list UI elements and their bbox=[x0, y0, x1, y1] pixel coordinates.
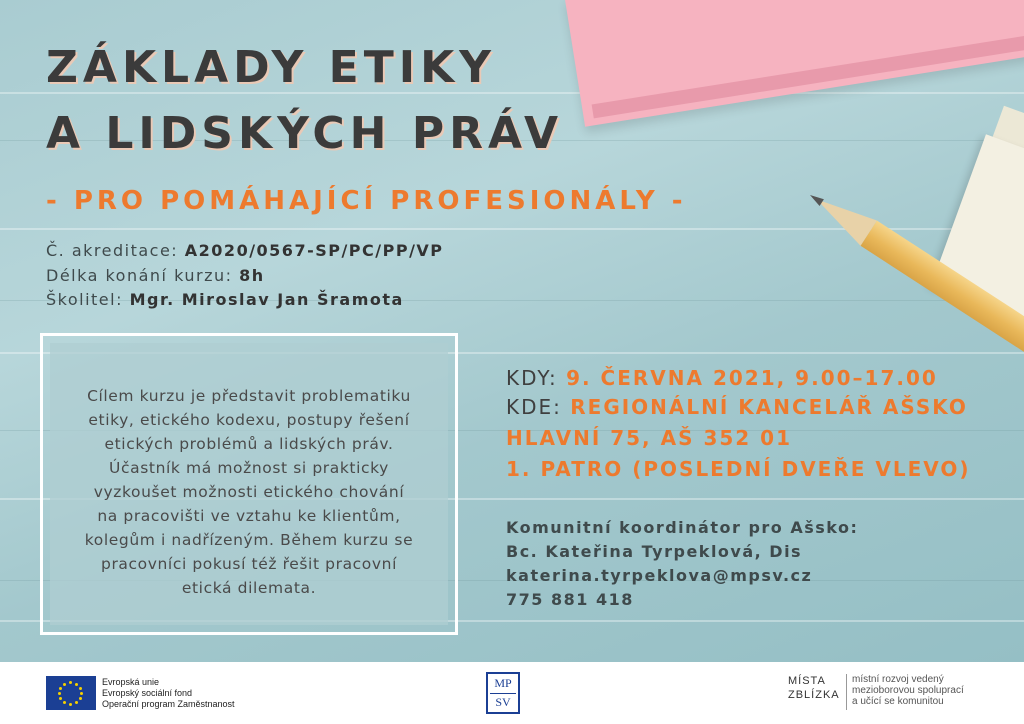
eu-star bbox=[75, 683, 78, 686]
mista-zblizka-tagline bbox=[852, 674, 964, 707]
meta-value: Mgr. Miroslav Jan Šramota bbox=[129, 290, 404, 309]
eu-text-line: Evropský sociální fond bbox=[102, 688, 193, 698]
mz-tagline-line: místní rozvoj vedený bbox=[852, 674, 944, 685]
mpsv-logo-bottom: SV bbox=[495, 695, 511, 709]
description-line: pracovníci pokusí též řešit pracovní bbox=[101, 555, 397, 573]
mpsv-logo bbox=[486, 672, 520, 714]
mpsv-logo-top: MP bbox=[494, 676, 512, 690]
where-line-1: REGIONÁLNÍ KANCELÁŘ AŠSKO bbox=[570, 395, 968, 419]
course-description bbox=[58, 384, 440, 600]
where-row bbox=[506, 395, 968, 419]
contact-role: Komunitní koordinátor pro Ašsko: bbox=[506, 518, 859, 537]
logo-separator bbox=[846, 674, 847, 710]
where-line-3: 1. PATRO (POSLEDNÍ DVEŘE VLEVO) bbox=[506, 457, 971, 481]
contact-name: Bc. Kateřina Tyrpeklová, Dis bbox=[506, 542, 803, 561]
meta-duration bbox=[46, 266, 265, 285]
description-line: kolegům i nadřízeným. Během kurzu se bbox=[84, 531, 414, 549]
eu-star bbox=[63, 701, 66, 704]
description-line: etiky, etického kodexu, postupy řešení bbox=[88, 411, 410, 429]
eu-star bbox=[59, 687, 62, 690]
mz-logo-line: ZBLÍZKA bbox=[788, 689, 840, 701]
eu-star bbox=[69, 681, 72, 684]
description-line: Cílem kurzu je představit problematiku bbox=[87, 387, 411, 405]
mpsv-divider bbox=[490, 693, 516, 694]
mz-logo-line: MÍSTA bbox=[788, 675, 826, 687]
eu-star bbox=[59, 697, 62, 700]
contact-email[interactable]: katerina.tyrpeklova@mpsv.cz bbox=[506, 566, 813, 585]
meta-value: 8h bbox=[239, 266, 265, 285]
meta-trainer bbox=[46, 290, 404, 309]
meta-accreditation bbox=[46, 241, 444, 260]
contact-phone[interactable]: 775 881 418 bbox=[506, 590, 634, 609]
eu-star bbox=[75, 701, 78, 704]
eu-star bbox=[69, 703, 72, 706]
when-row bbox=[506, 366, 938, 390]
mz-tagline-line: mezioborovou spoluprací bbox=[852, 685, 964, 696]
mz-tagline-line: a učící se komunitou bbox=[852, 696, 944, 707]
description-line: na pracovišti ve vztahu ke klientům, bbox=[97, 507, 401, 525]
meta-value: A2020/0567-SP/PC/PP/VP bbox=[184, 241, 444, 260]
eu-star bbox=[79, 687, 82, 690]
where-label: KDE: bbox=[506, 395, 571, 419]
eu-text-line: Operační program Zaměstnanost bbox=[102, 699, 235, 709]
description-line: vyzkoušet možnosti etického chování bbox=[93, 483, 405, 501]
eu-flag-icon bbox=[46, 676, 96, 710]
where-line-2: HLAVNÍ 75, AŠ 352 01 bbox=[506, 426, 793, 450]
meta-label: Délka konání kurzu: bbox=[46, 266, 240, 285]
eu-star bbox=[63, 683, 66, 686]
when-value: 9. ČERVNA 2021, 9.00–17.00 bbox=[566, 366, 938, 390]
description-line: etická dilemata. bbox=[181, 579, 317, 597]
meta-label: Č. akreditace: bbox=[46, 241, 185, 260]
description-line: Účastník má možnost si prakticky bbox=[109, 459, 389, 477]
subtitle: - PRO POMÁHAJÍCÍ PROFESIONÁLY - bbox=[46, 186, 687, 216]
eu-star bbox=[80, 692, 83, 695]
title-line-2: A LIDSKÝCH PRÁV bbox=[46, 108, 564, 159]
title-line-1: ZÁKLADY ETIKY bbox=[46, 42, 497, 93]
eu-star bbox=[79, 697, 82, 700]
description-line: etických problémů a lidských práv. bbox=[104, 435, 394, 453]
eu-text-line: Evropská unie bbox=[102, 677, 160, 687]
meta-label: Školitel: bbox=[46, 290, 130, 309]
eu-star bbox=[58, 692, 61, 695]
eu-logo-text bbox=[102, 677, 235, 710]
mista-zblizka-logo bbox=[788, 674, 840, 702]
when-label: KDY: bbox=[506, 366, 567, 390]
